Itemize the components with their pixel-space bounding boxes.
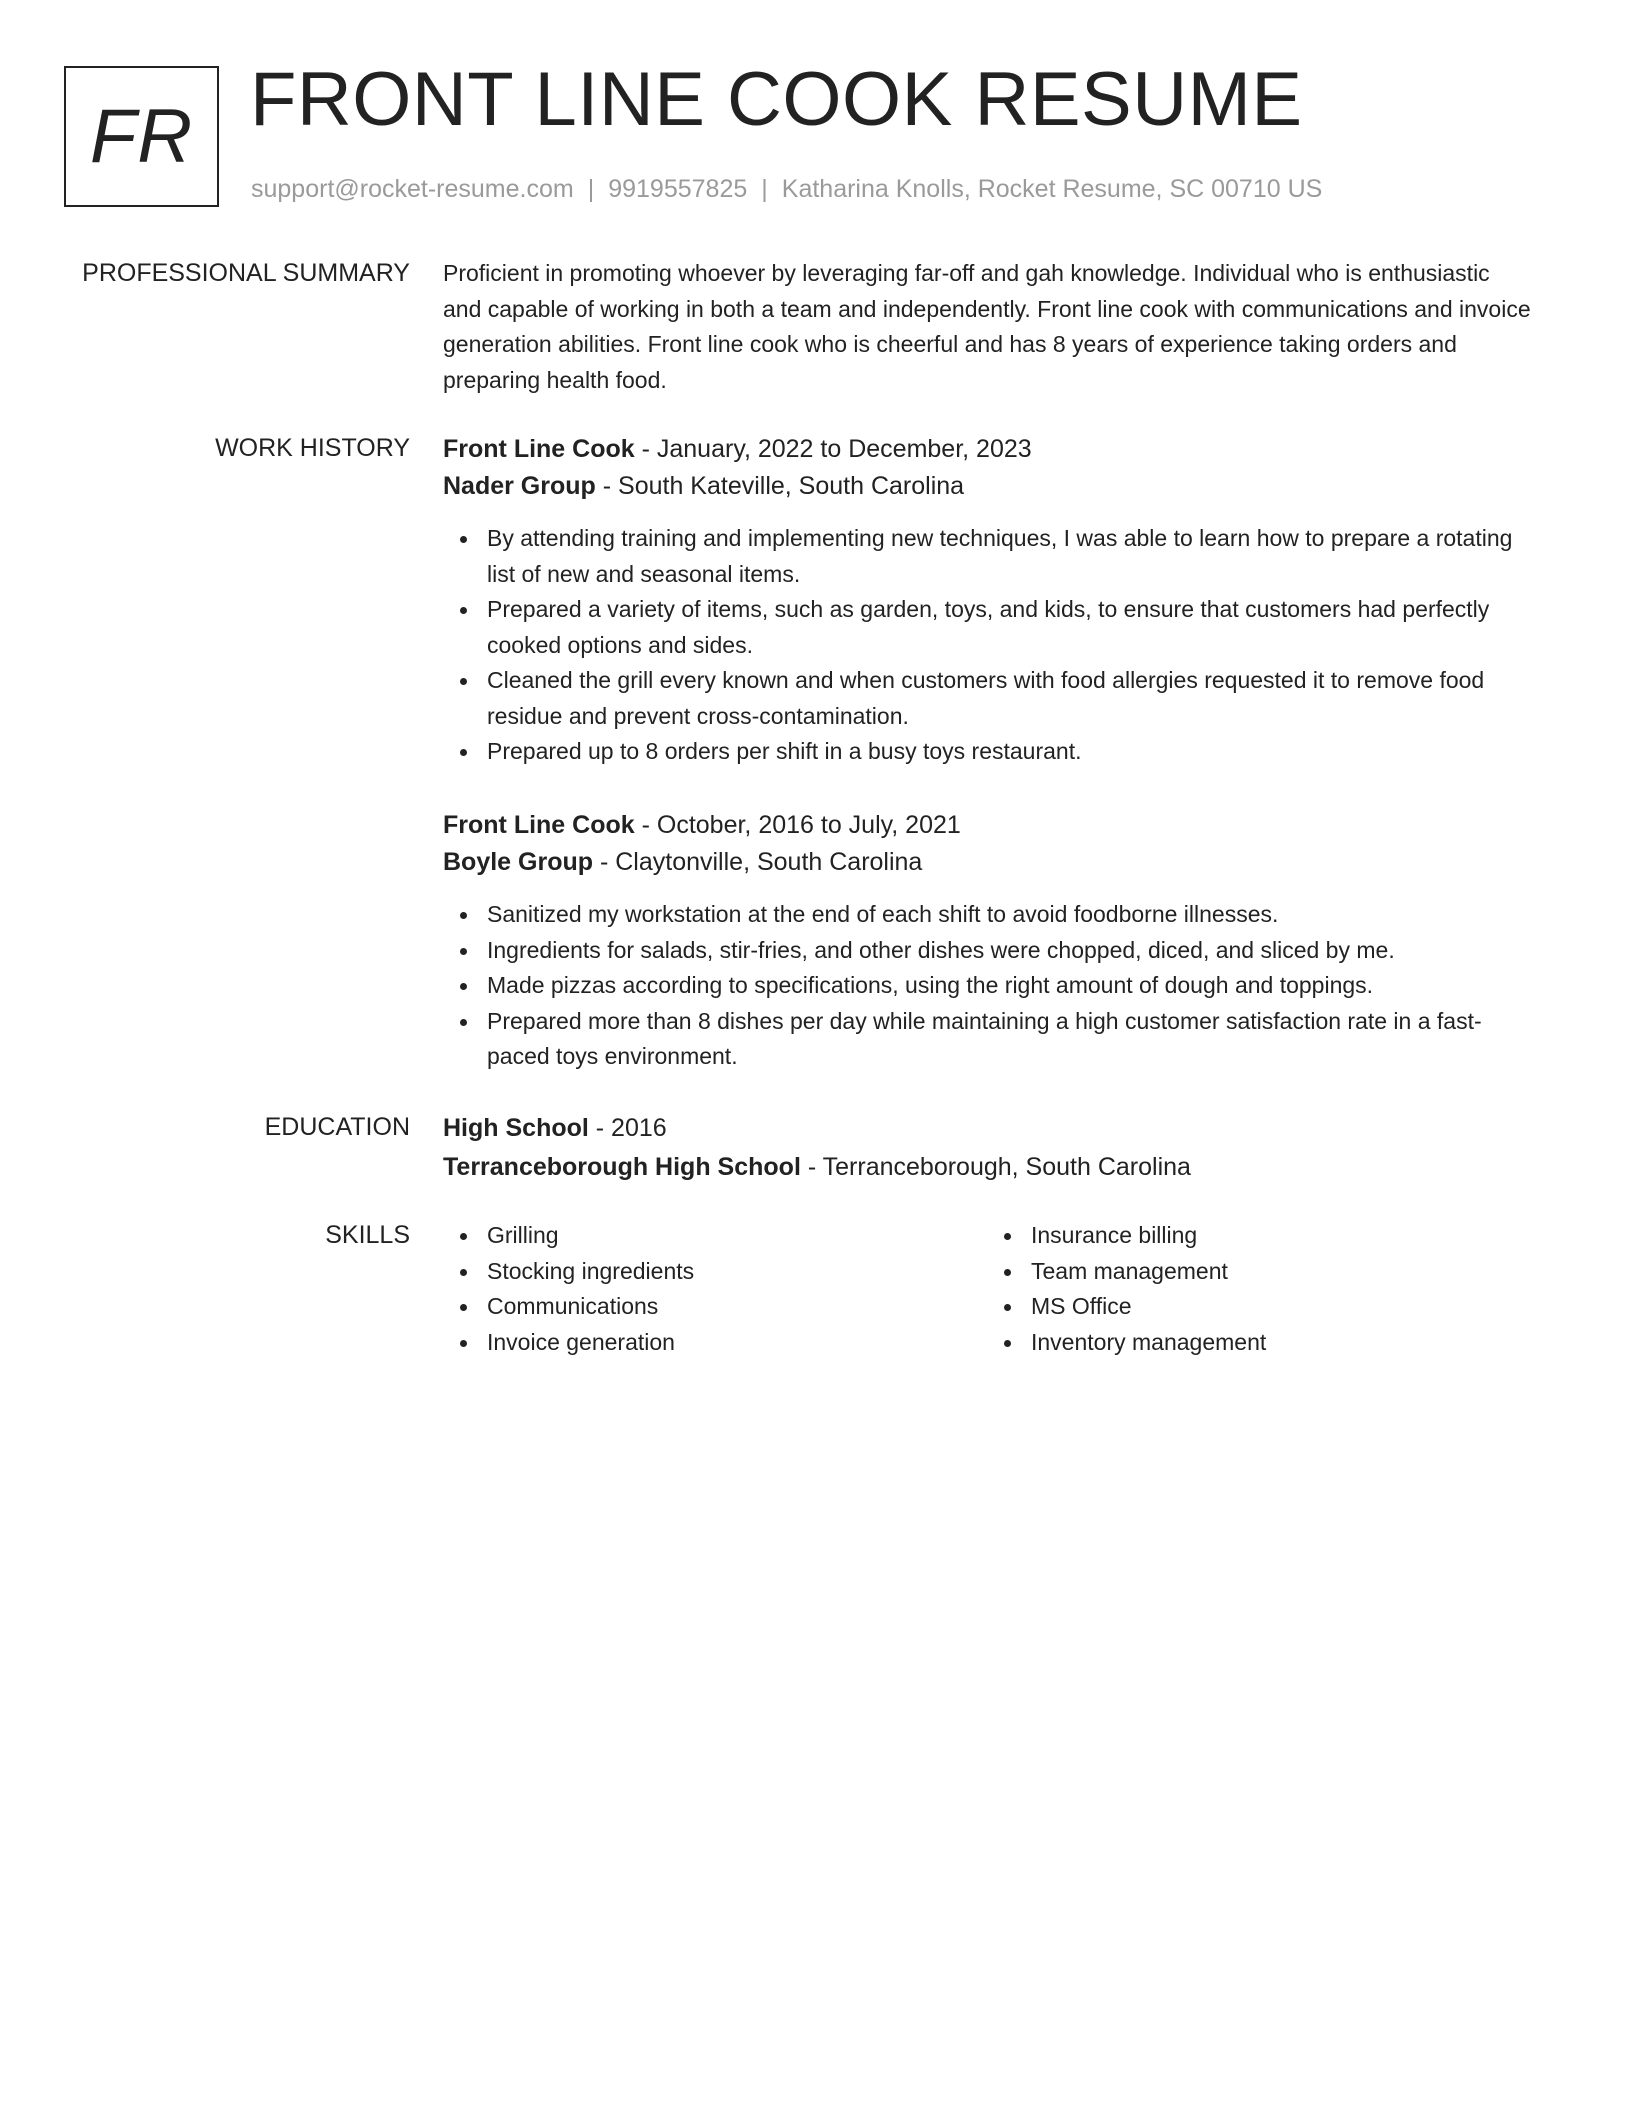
education-entry <box>443 1110 1533 1186</box>
contact-phone: 9919557825 <box>608 175 748 203</box>
list-item: Invoice generation <box>487 1325 987 1361</box>
job-title-line <box>443 807 1533 844</box>
skills-body <box>443 1218 1533 1360</box>
page-title: FRONT LINE COOK RESUME <box>250 57 1303 142</box>
education-school-line <box>443 1149 1533 1186</box>
job-entry <box>443 431 1533 770</box>
contact-separator: | <box>761 175 768 203</box>
job-dates: - January, 2022 to December, 2023 <box>634 435 1032 463</box>
list-item: Inventory management <box>1031 1325 1531 1361</box>
job-dates: - October, 2016 to July, 2021 <box>634 811 961 839</box>
list-item: By attending training and implementing new techniques, I was able to learn how to prepare a rotating list of new and seasonal items. <box>487 521 1533 592</box>
skills-column-2 <box>987 1218 1531 1360</box>
summary-text: Proficient in promoting whoever by leveraging far-off and gah knowledge. Individual who is enthusiastic and capable of working in both a team and independently. Front line cook with communications and invoice generation abilities. Front line cook who is cheerful and has 8 years of experience taking orders and preparing health food. <box>443 260 1531 393</box>
list-item: Cleaned the grill every known and when customers with food allergies requested it to remove food residue and prevent cross-contamination. <box>487 663 1533 734</box>
list-item: Stocking ingredients <box>487 1254 987 1290</box>
job-entry <box>443 807 1533 1075</box>
job-bullets <box>443 521 1533 770</box>
job-title: Front Line Cook <box>443 435 635 463</box>
monogram-badge: FR <box>64 66 219 207</box>
summary-body <box>443 256 1533 398</box>
skills-grid <box>443 1218 1533 1360</box>
list-item: Grilling <box>487 1218 987 1254</box>
section-label-work-history: WORK HISTORY <box>215 434 410 462</box>
education-degree: High School <box>443 1114 589 1142</box>
job-company: Boyle Group <box>443 848 594 876</box>
section-label-skills: SKILLS <box>325 1221 410 1249</box>
education-location: - Terranceborough, South Carolina <box>800 1153 1191 1181</box>
job-bullets <box>443 897 1533 1075</box>
job-location: - Claytonville, South Carolina <box>593 848 923 876</box>
list-item: Sanitized my workstation at the end of each shift to avoid foodborne illnesses. <box>487 897 1533 933</box>
list-item: Prepared a variety of items, such as garden, toys, and kids, to ensure that customers had perfectly cooked options and sides. <box>487 592 1533 663</box>
list-item: MS Office <box>1031 1289 1531 1325</box>
job-title: Front Line Cook <box>443 811 635 839</box>
contact-address: Katharina Knolls, Rocket Resume, SC 00710 US <box>781 175 1323 203</box>
education-degree-line <box>443 1110 1533 1147</box>
list-item: Ingredients for salads, stir-fries, and other dishes were chopped, diced, and sliced by me. <box>487 933 1533 969</box>
job-company-line <box>443 468 1533 505</box>
job-title-line <box>443 431 1533 468</box>
skills-column-1 <box>443 1218 987 1360</box>
contact-line <box>251 172 1322 206</box>
job-location: - South Kateville, South Carolina <box>595 472 965 500</box>
section-label-summary: PROFESSIONAL SUMMARY <box>82 259 410 287</box>
education-year: - 2016 <box>588 1114 667 1142</box>
section-label-education: EDUCATION <box>264 1113 410 1141</box>
list-item: Team management <box>1031 1254 1531 1290</box>
job-company: Nader Group <box>443 472 596 500</box>
contact-email: support@rocket-resume.com <box>251 175 574 203</box>
education-school: Terranceborough High School <box>443 1153 801 1181</box>
list-item: Prepared up to 8 orders per shift in a busy toys restaurant. <box>487 734 1533 770</box>
list-item: Prepared more than 8 dishes per day while maintaining a high customer satisfaction rate in a fast-paced toys environment. <box>487 1004 1533 1075</box>
contact-separator: | <box>587 175 595 203</box>
list-item: Made pizzas according to specifications, using the right amount of dough and toppings. <box>487 968 1533 1004</box>
job-company-line <box>443 844 1533 881</box>
list-item: Communications <box>487 1289 987 1325</box>
list-item: Insurance billing <box>1031 1218 1531 1254</box>
